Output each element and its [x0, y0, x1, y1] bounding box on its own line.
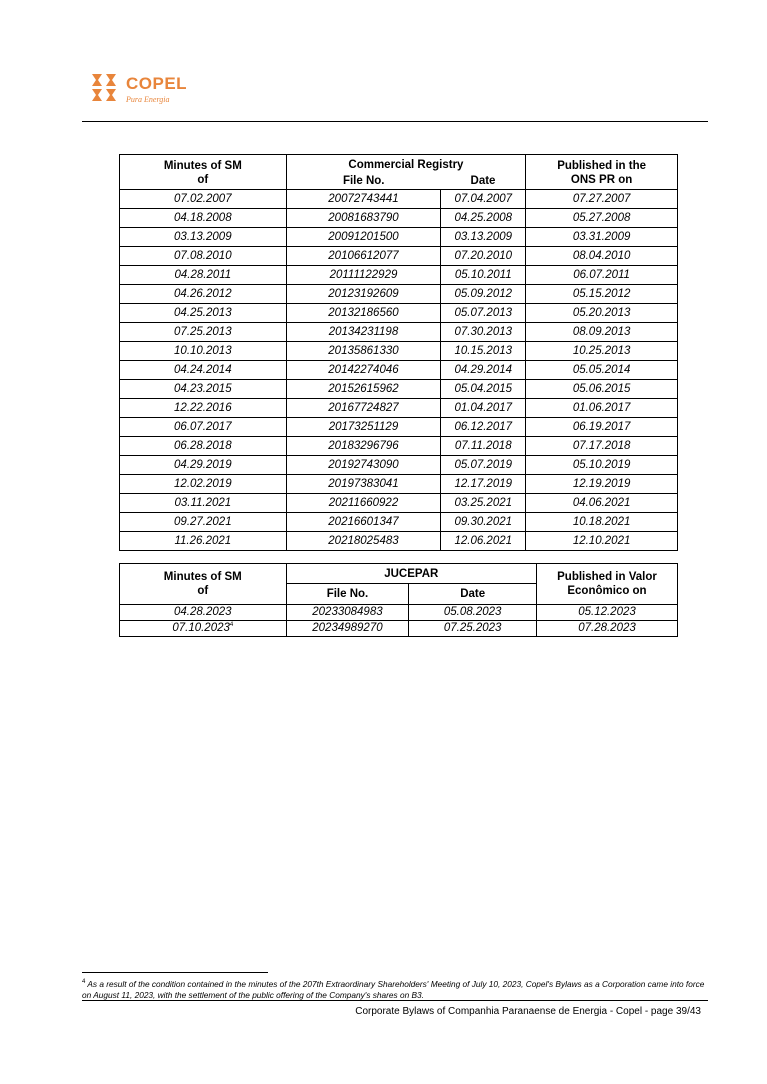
file-no-cell	[286, 342, 441, 361]
copel-logo-icon	[90, 72, 120, 104]
header-date: Date	[409, 584, 537, 605]
cell-value: 07.08.2010	[174, 250, 232, 262]
cell-value: 20106612077	[328, 250, 399, 262]
page-footer: Corporate Bylaws of Companhia Paranaense de Energia - Copel - page 39/43	[355, 1006, 701, 1017]
minutes-cell	[120, 380, 287, 399]
logo-wordmark: COPEL	[126, 74, 188, 93]
published-cell	[526, 494, 678, 513]
date-cell	[441, 437, 526, 456]
published-cell	[526, 513, 678, 532]
table-row	[120, 494, 678, 513]
header-registry: JUCEPAR	[286, 564, 536, 584]
cell-value: 11.26.2021	[174, 535, 232, 547]
cell-value: 20197383041	[328, 478, 399, 490]
header-published-label: Published in Valor Econômico on	[557, 571, 657, 597]
published-cell	[536, 621, 677, 637]
cell-value: 03.13.2009	[454, 231, 513, 243]
minutes-cell	[120, 532, 287, 551]
table-row	[120, 285, 678, 304]
header-divider	[82, 121, 708, 122]
file-no-cell	[286, 532, 441, 551]
date-cell	[441, 304, 526, 323]
cell-value: 07.10.2023	[172, 622, 230, 634]
date-cell	[441, 418, 526, 437]
table-row	[120, 605, 678, 621]
date-cell	[441, 266, 526, 285]
file-no-cell	[286, 456, 441, 475]
cell-value: 08.09.2013	[572, 326, 631, 338]
cell-value: 12.22.2016	[174, 402, 232, 414]
copel-logo	[90, 72, 200, 112]
cell-value: 04.28.2011	[174, 269, 232, 281]
cell-value: 05.20.2013	[572, 307, 631, 319]
cell-value: 07.30.2013	[454, 326, 513, 338]
cell-value: 04.25.2008	[454, 212, 513, 224]
cell-value: 20123192609	[328, 288, 399, 300]
header-file-no: File No.	[286, 173, 441, 190]
cell-value: 03.25.2021	[454, 497, 513, 509]
header-published-label: Published in the ONS PR on	[557, 160, 646, 186]
date-cell	[441, 380, 526, 399]
cell-value: 03.13.2009	[174, 231, 232, 243]
cell-value: 20183296796	[328, 440, 399, 452]
footnote-marker: 4	[82, 979, 86, 986]
published-cell	[526, 247, 678, 266]
cell-value: 07.25.2013	[174, 326, 232, 338]
header-published	[536, 564, 677, 605]
date-cell	[441, 342, 526, 361]
cell-value: 20218025483	[328, 535, 399, 547]
table-row	[120, 475, 678, 494]
table-row	[120, 323, 678, 342]
cell-value: 04.23.2015	[174, 383, 232, 395]
cell-value: 06.19.2017	[572, 421, 631, 433]
table-row	[120, 532, 678, 551]
file-no-cell	[286, 380, 441, 399]
minutes-cell	[120, 437, 287, 456]
date-cell	[441, 361, 526, 380]
published-cell	[526, 323, 678, 342]
cell-value: 05.12.2023	[578, 606, 636, 618]
cell-value: 05.04.2015	[454, 383, 513, 395]
file-no-cell	[286, 209, 441, 228]
table-row	[120, 621, 678, 637]
published-cell	[526, 418, 678, 437]
date-cell	[441, 399, 526, 418]
cell-value: 20081683790	[328, 212, 399, 224]
cell-value: 06.12.2017	[454, 421, 513, 433]
cell-value: 05.15.2012	[572, 288, 631, 300]
jucepar-rows	[120, 605, 678, 637]
file-no-cell	[286, 437, 441, 456]
minutes-cell	[120, 323, 287, 342]
cell-value: 09.30.2021	[454, 516, 513, 528]
cell-value: 03.31.2009	[572, 231, 631, 243]
cell-value: 04.29.2014	[454, 364, 513, 376]
file-no-cell	[286, 621, 409, 637]
cell-value: 05.08.2023	[443, 606, 502, 618]
published-cell	[526, 304, 678, 323]
cell-value: 07.20.2010	[454, 250, 513, 262]
published-cell	[526, 361, 678, 380]
cell-value: 10.25.2013	[572, 345, 631, 357]
cell-value: 20192743090	[328, 459, 399, 471]
cell-value: 01.04.2017	[454, 402, 513, 414]
minutes-cell	[120, 513, 287, 532]
cell-value: 03.11.2021	[174, 497, 232, 509]
cell-value: 12.10.2021	[572, 535, 631, 547]
published-cell	[536, 605, 677, 621]
minutes-cell	[120, 456, 287, 475]
header-minutes	[120, 155, 287, 190]
date-cell	[441, 532, 526, 551]
cell-value: 04.26.2012	[174, 288, 232, 300]
file-no-cell	[286, 399, 441, 418]
cell-value: 04.25.2013	[174, 307, 232, 319]
published-cell	[526, 342, 678, 361]
cell-value: 05.27.2008	[572, 212, 631, 224]
cell-value: 20134231198	[328, 326, 399, 338]
cell-value: 20211660922	[328, 497, 399, 509]
minutes-cell	[120, 304, 287, 323]
file-no-cell	[286, 494, 441, 513]
cell-value: 05.05.2014	[572, 364, 631, 376]
table-row	[120, 361, 678, 380]
minutes-cell	[120, 209, 287, 228]
footnote-reference[interactable]: 4	[229, 622, 234, 629]
cell-value: 20152615962	[328, 383, 399, 395]
date-cell	[441, 475, 526, 494]
table-row	[120, 380, 678, 399]
table-row	[120, 399, 678, 418]
date-cell	[441, 285, 526, 304]
cell-value: 04.06.2021	[572, 497, 631, 509]
cell-value: 12.17.2019	[454, 478, 513, 490]
footnote	[82, 979, 712, 1001]
file-no-cell	[286, 190, 441, 209]
commercial-registry-rows	[120, 190, 678, 551]
header-minutes	[120, 564, 287, 605]
cell-value: 04.29.2019	[174, 459, 232, 471]
cell-value: 12.02.2019	[174, 478, 232, 490]
table-row	[120, 456, 678, 475]
cell-value: 07.27.2007	[572, 193, 631, 205]
published-cell	[526, 190, 678, 209]
file-no-cell	[286, 418, 441, 437]
footnote-text: As a result of the condition contained in the minutes of the 207th Extraordinary Shareholders' Meeting of July 10, 2023, Copel's Bylaws as a Corporation came into force on August 11, 2023, with the settlement of the public offering of the Company's shares on B3.	[82, 979, 705, 1000]
minutes-cell	[120, 266, 287, 285]
table-row	[120, 342, 678, 361]
cell-value: 05.07.2013	[454, 307, 513, 319]
file-no-cell	[286, 228, 441, 247]
header-minutes-label: Minutes of SM of	[163, 160, 242, 186]
published-cell	[526, 228, 678, 247]
table-row	[120, 513, 678, 532]
header-date: Date	[441, 173, 526, 190]
cell-value: 20111122929	[329, 269, 398, 281]
header-published	[526, 155, 678, 190]
cell-value: 20234989270	[312, 622, 383, 634]
table-row	[120, 190, 678, 209]
date-cell	[441, 247, 526, 266]
date-cell	[441, 228, 526, 247]
minutes-cell	[120, 228, 287, 247]
cell-value: 07.28.2023	[578, 622, 636, 634]
file-no-cell	[286, 285, 441, 304]
file-no-cell	[286, 475, 441, 494]
minutes-cell	[120, 399, 287, 418]
published-cell	[526, 285, 678, 304]
date-cell	[441, 323, 526, 342]
cell-value: 20132186560	[328, 307, 399, 319]
cell-value: 12.19.2019	[572, 478, 631, 490]
cell-value: 20216601347	[328, 516, 399, 528]
minutes-cell	[120, 621, 287, 637]
cell-value: 07.04.2007	[454, 193, 513, 205]
minutes-cell	[120, 342, 287, 361]
cell-value: 10.15.2013	[454, 345, 513, 357]
file-no-cell	[286, 513, 441, 532]
cell-value: 20173251129	[328, 421, 399, 433]
cell-value: 04.28.2023	[174, 606, 232, 618]
cell-value: 08.04.2010	[572, 250, 631, 262]
published-cell	[526, 266, 678, 285]
header-file-no: File No.	[286, 584, 409, 605]
date-cell	[441, 494, 526, 513]
date-cell	[441, 209, 526, 228]
footnote-divider	[82, 972, 268, 973]
table-row	[120, 266, 678, 285]
file-no-cell	[286, 304, 441, 323]
file-no-cell	[286, 266, 441, 285]
published-cell	[526, 475, 678, 494]
cell-value: 10.18.2021	[572, 516, 631, 528]
cell-value: 05.10.2011	[454, 269, 512, 281]
cell-value: 06.07.2011	[573, 269, 630, 281]
minutes-cell	[120, 475, 287, 494]
published-cell	[526, 209, 678, 228]
cell-value: 20072743441	[328, 193, 399, 205]
minutes-cell	[120, 418, 287, 437]
header-minutes-label: Minutes of SM of	[163, 571, 242, 597]
table-row	[120, 418, 678, 437]
header-registry: Commercial Registry	[286, 155, 526, 174]
published-cell	[526, 437, 678, 456]
table-row	[120, 437, 678, 456]
date-cell	[409, 605, 537, 621]
cell-value: 09.27.2021	[174, 516, 232, 528]
cell-value: 05.07.2019	[454, 459, 513, 471]
cell-value: 05.09.2012	[454, 288, 513, 300]
published-cell	[526, 456, 678, 475]
logo-tagline: Pura Energia	[126, 95, 170, 104]
published-cell	[526, 532, 678, 551]
cell-value: 07.25.2023	[443, 622, 502, 634]
minutes-cell	[120, 247, 287, 266]
cell-value: 07.17.2018	[572, 440, 631, 452]
cell-value: 12.06.2021	[454, 535, 513, 547]
cell-value: 05.06.2015	[572, 383, 631, 395]
file-no-cell	[286, 361, 441, 380]
table-row	[120, 209, 678, 228]
footer-divider	[82, 1000, 708, 1001]
cell-value: 20167724827	[328, 402, 399, 414]
cell-value: 06.28.2018	[174, 440, 232, 452]
date-cell	[409, 621, 537, 637]
minutes-cell	[120, 605, 287, 621]
minutes-cell	[120, 361, 287, 380]
cell-value: 01.06.2017	[572, 402, 631, 414]
published-cell	[526, 399, 678, 418]
cell-value: 20135861330	[328, 345, 399, 357]
cell-value: 07.11.2018	[454, 440, 512, 452]
minutes-cell	[120, 285, 287, 304]
date-cell	[441, 456, 526, 475]
date-cell	[441, 513, 526, 532]
cell-value: 20233084983	[312, 606, 383, 618]
table-row	[120, 228, 678, 247]
cell-value: 04.18.2008	[174, 212, 232, 224]
cell-value: 07.02.2007	[174, 193, 232, 205]
table-row	[120, 247, 678, 266]
jucepar-table	[119, 563, 678, 637]
file-no-cell	[286, 605, 409, 621]
minutes-cell	[120, 190, 287, 209]
cell-value: 06.07.2017	[174, 421, 232, 433]
minutes-cell	[120, 494, 287, 513]
cell-value: 10.10.2013	[174, 345, 232, 357]
commercial-registry-table	[119, 154, 678, 551]
cell-value: 04.24.2014	[174, 364, 232, 376]
cell-value: 20091201500	[328, 231, 399, 243]
file-no-cell	[286, 323, 441, 342]
cell-value: 20142274046	[328, 364, 399, 376]
file-no-cell	[286, 247, 441, 266]
table-row	[120, 304, 678, 323]
cell-value: 05.10.2019	[572, 459, 631, 471]
published-cell	[526, 380, 678, 399]
date-cell	[441, 190, 526, 209]
